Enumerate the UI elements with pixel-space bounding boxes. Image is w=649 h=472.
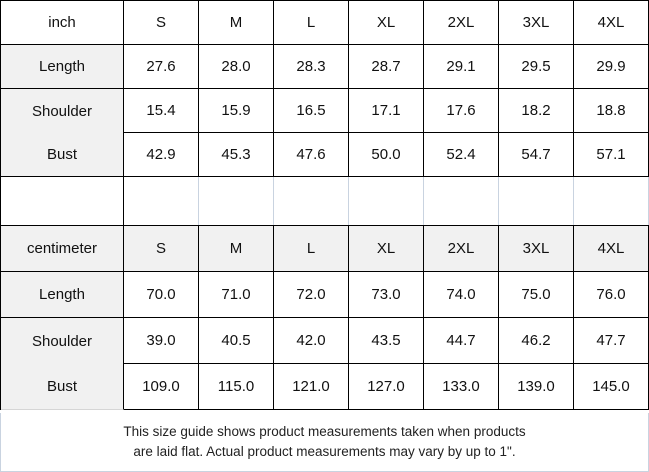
spacer-cell xyxy=(1,177,124,225)
size-table-inch xyxy=(0,0,649,177)
measurement-value: 44.7 xyxy=(424,318,499,364)
size-column-header: L xyxy=(274,226,349,272)
size-column-header: XL xyxy=(349,226,424,272)
size-column-header: 3XL xyxy=(499,226,574,272)
measurement-label: Bust xyxy=(1,133,124,177)
measurement-value: 18.2 xyxy=(499,89,574,133)
measurement-value: 121.0 xyxy=(274,364,349,410)
measurement-label: Length xyxy=(1,45,124,89)
measurement-value: 47.7 xyxy=(574,318,649,364)
measurement-value: 47.6 xyxy=(274,133,349,177)
measurement-value: 28.0 xyxy=(199,45,274,89)
measurement-value: 139.0 xyxy=(499,364,574,410)
measurement-value: 18.8 xyxy=(574,89,649,133)
size-column-header: XL xyxy=(349,1,424,45)
inch-bust-row xyxy=(1,133,649,177)
measurement-value: 15.9 xyxy=(199,89,274,133)
footer-note-line2: are laid flat. Actual product measurements may vary by up to 1". xyxy=(133,444,516,459)
measurement-value: 17.1 xyxy=(349,89,424,133)
spacer-cell xyxy=(424,177,499,225)
measurement-value: 43.5 xyxy=(349,318,424,364)
size-column-header: L xyxy=(274,1,349,45)
measurement-value: 133.0 xyxy=(424,364,499,410)
measurement-value: 127.0 xyxy=(349,364,424,410)
centimeter-header-row xyxy=(1,226,649,272)
measurement-value: 71.0 xyxy=(199,272,274,318)
measurement-value: 46.2 xyxy=(499,318,574,364)
spacer-cell xyxy=(349,177,424,225)
measurement-label: Bust xyxy=(1,364,124,410)
measurement-value: 42.9 xyxy=(124,133,199,177)
footer-note-line1: This size guide shows product measurements taken when products xyxy=(123,423,526,439)
size-column-header: S xyxy=(124,1,199,45)
measurement-value: 76.0 xyxy=(574,272,649,318)
measurement-value: 57.1 xyxy=(574,133,649,177)
spacer-row xyxy=(0,177,649,225)
measurement-value: 17.6 xyxy=(424,89,499,133)
size-column-header: 4XL xyxy=(574,226,649,272)
centimeter-bust-row xyxy=(1,364,649,410)
measurement-value: 28.7 xyxy=(349,45,424,89)
size-column-header: 4XL xyxy=(574,1,649,45)
measurement-value: 54.7 xyxy=(499,133,574,177)
size-table-centimeter xyxy=(0,225,649,410)
inch-shoulder-row xyxy=(1,89,649,133)
measurement-value: 40.5 xyxy=(199,318,274,364)
measurement-value: 27.6 xyxy=(124,45,199,89)
measurement-label: Shoulder xyxy=(1,318,124,364)
measurement-label: Length xyxy=(1,272,124,318)
centimeter-length-row xyxy=(1,272,649,318)
unit-header-centimeter: centimeter xyxy=(1,226,124,272)
measurement-value: 75.0 xyxy=(499,272,574,318)
size-column-header: 3XL xyxy=(499,1,574,45)
inch-header-row xyxy=(1,1,649,45)
measurement-value: 42.0 xyxy=(274,318,349,364)
measurement-value: 115.0 xyxy=(199,364,274,410)
footer-note xyxy=(0,413,649,472)
inch-length-row xyxy=(1,45,649,89)
unit-header-inch: inch xyxy=(1,1,124,45)
size-column-header: M xyxy=(199,1,274,45)
size-column-header: S xyxy=(124,226,199,272)
measurement-value: 70.0 xyxy=(124,272,199,318)
spacer-cell xyxy=(574,177,649,225)
measurement-value: 74.0 xyxy=(424,272,499,318)
spacer-cell xyxy=(199,177,274,225)
spacer-cell xyxy=(274,177,349,225)
measurement-label: Shoulder xyxy=(1,89,124,133)
measurement-value: 29.1 xyxy=(424,45,499,89)
measurement-value: 145.0 xyxy=(574,364,649,410)
measurement-value: 50.0 xyxy=(349,133,424,177)
measurement-value: 109.0 xyxy=(124,364,199,410)
size-column-header: 2XL xyxy=(424,1,499,45)
size-column-header: M xyxy=(199,226,274,272)
spacer-cell xyxy=(124,177,199,225)
measurement-value: 28.3 xyxy=(274,45,349,89)
spacer-cell xyxy=(499,177,574,225)
measurement-value: 29.5 xyxy=(499,45,574,89)
measurement-value: 39.0 xyxy=(124,318,199,364)
measurement-value: 29.9 xyxy=(574,45,649,89)
measurement-value: 73.0 xyxy=(349,272,424,318)
centimeter-shoulder-row xyxy=(1,318,649,364)
measurement-value: 16.5 xyxy=(274,89,349,133)
measurement-value: 15.4 xyxy=(124,89,199,133)
measurement-value: 72.0 xyxy=(274,272,349,318)
measurement-value: 45.3 xyxy=(199,133,274,177)
measurement-value: 52.4 xyxy=(424,133,499,177)
size-column-header: 2XL xyxy=(424,226,499,272)
